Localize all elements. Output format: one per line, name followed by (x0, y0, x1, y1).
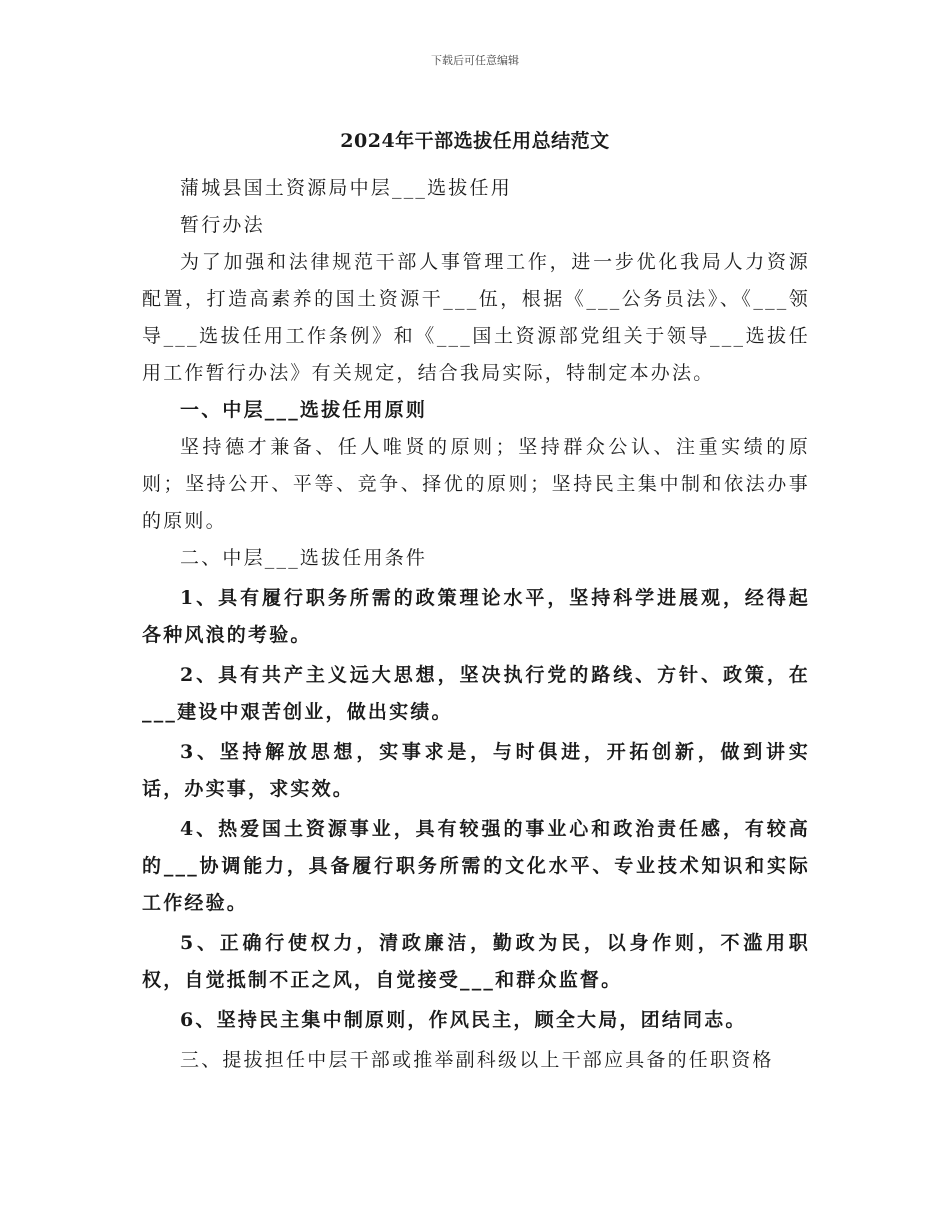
condition-item-6: 6、坚持民主集中制原则，作风民主，顾全大局，团结同志。 (180, 1009, 747, 1031)
section-1-heading: 一、中层___选拔任用原则 (180, 399, 428, 421)
condition-item-1: 1、具有履行职务所需的政策理论水平，坚持科学进展观，经得起各种风浪的考验。 (142, 587, 810, 646)
document-body (142, 170, 810, 1079)
condition-item-5: 5、正确行使权力，清政廉洁，勤政为民，以身作则，不滥用职权，自觉抵制不正之风，自觉接受___和群众监督。 (142, 932, 810, 991)
intro-paragraph: 为了加强和法律规范干部人事管理工作，进一步优化我局人力资源配置，打造高素养的国土资源干___伍，根据《___公务员法》、《___领导___选拔任用工作条例》和《___国土资源部党组关于领导___选拔任用工作暂行办法》有关规定，结合我局实际，特制定本办法。 (142, 251, 810, 384)
subtitle-line-1: 蒲城县国土资源局中层___选拔任用 (180, 177, 512, 199)
condition-item-2: 2、具有共产主义远大思想，坚决执行党的路线、方针、政策，在___建设中艰苦创业，做出实绩。 (142, 664, 810, 723)
page-header-note: 下载后可任意编辑 (431, 54, 519, 67)
condition-item-4: 4、热爱国土资源事业，具有较强的事业心和政治责任感，有较高的___协调能力，具备履行职务所需的文化水平、专业技术知识和实际工作经验。 (142, 818, 810, 914)
condition-item-3: 3、坚持解放思想，实事求是，与时俱进，开拓创新，做到讲实话，办实事，求实效。 (142, 741, 810, 800)
section-3-heading: 三、提拔担任中层干部或推举副科级以上干部应具备的任职资格 (180, 1049, 774, 1071)
document-title: 2024年干部选拔任用总结范文 (340, 130, 610, 152)
section-2-heading: 二、中层___选拔任用条件 (180, 547, 428, 569)
section-1-body: 坚持德才兼备、任人唯贤的原则；坚持群众公认、注重实绩的原则；坚持公开、平等、竞争、择优的原则；坚持民主集中制和依法办事的原则。 (142, 436, 810, 532)
subtitle-line-2: 暂行办法 (180, 214, 265, 236)
